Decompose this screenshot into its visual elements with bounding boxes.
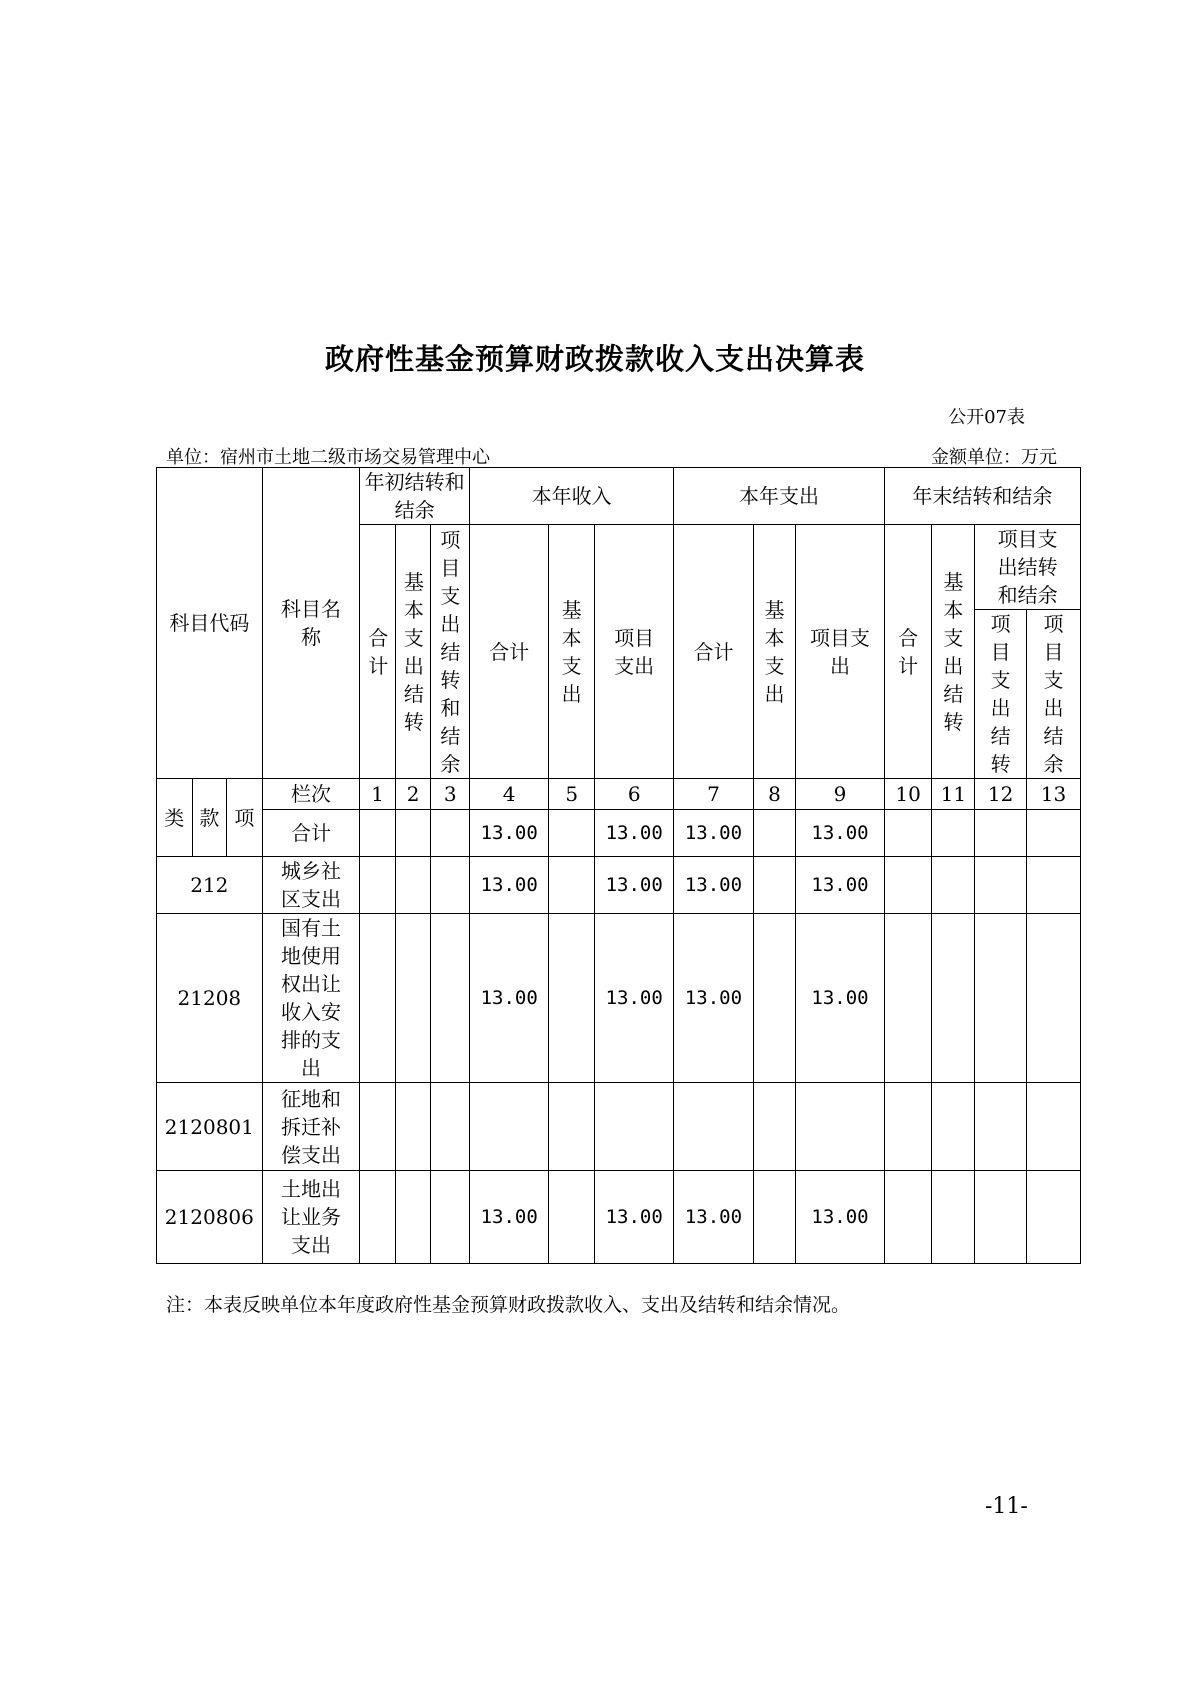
table-row [157,1171,1081,1264]
cell-expense-total [674,1083,753,1171]
cell-expense-project: 13.00 [796,914,884,1083]
header-item: 项 [227,779,263,857]
table-row [157,1083,1081,1171]
header-category: 类 [157,779,193,857]
cell-expense-total: 13.00 [674,810,753,857]
header-income-project: 项目支出 [595,525,674,779]
row-name: 征地和拆迁补偿支出 [262,1083,360,1171]
cell-income-project: 13.00 [595,914,674,1083]
col-no-1: 1 [360,779,396,810]
cell-income-total: 13.00 [470,1171,549,1264]
row-name: 国有土地使用权出让收入安排的支出 [262,914,360,1083]
header-subject-name: 科目名称 [262,468,360,779]
row-code: 2120801 [157,1083,263,1171]
header-closing-project-carry: 项目支出结转 [975,610,1027,779]
header-subject-code: 科目代码 [157,468,263,779]
col-no-5: 5 [549,779,595,810]
header-income-basic: 基本支出 [549,525,595,779]
cell-expense-project [796,1083,884,1171]
form-code: 公开07表 [948,407,1025,428]
cell-income-total [470,1083,549,1171]
column-no-label: 栏次 [262,779,360,810]
cell-expense-total: 13.00 [674,1171,753,1264]
cell-expense-total: 13.00 [674,857,753,914]
header-section: 款 [192,779,227,857]
row-name: 土地出让业务支出 [262,1171,360,1264]
cell-income-project: 13.00 [595,857,674,914]
unit-label: 单位：宿州市土地二级市场交易管理中心 [166,447,490,468]
header-opening-total: 合计 [360,525,396,779]
header-expense-project: 项目支出 [796,525,884,779]
col-no-13: 13 [1027,779,1081,810]
col-no-4: 4 [470,779,549,810]
money-unit: 金额单位：万元 [931,447,1057,468]
header-opening-project: 项目支出结转和结余 [431,525,470,779]
cell-expense-total: 13.00 [674,914,753,1083]
table-row [157,857,1081,914]
header-closing-basic: 基本支出结转 [932,525,975,779]
cell-income-project: 13.00 [595,1171,674,1264]
final-accounts-table [156,467,1081,1264]
page-number: -11- [985,1494,1028,1519]
header-income-total: 合计 [470,525,549,779]
col-no-9: 9 [796,779,884,810]
col-no-11: 11 [932,779,975,810]
cell-income-project [595,1083,674,1171]
header-expense-total: 合计 [674,525,753,779]
cell-expense-project: 13.00 [796,1171,884,1264]
col-no-12: 12 [975,779,1027,810]
row-code: 212 [157,857,263,914]
col-no-2: 2 [395,779,431,810]
page-title: 政府性基金预算财政拨款收入支出决算表 [324,342,865,376]
cell-income-project: 13.00 [595,810,674,857]
header-closing-project: 项目支出结转和结余 [975,525,1081,610]
header-current-income: 本年收入 [470,468,674,525]
row-code: 21208 [157,914,263,1083]
row-name: 城乡社区支出 [262,857,360,914]
col-no-3: 3 [431,779,470,810]
table-note: 注：本表反映单位本年度政府性基金预算财政拨款收入、支出及结转和结余情况。 [166,1294,851,1316]
col-no-6: 6 [595,779,674,810]
cell-income-total: 13.00 [470,857,549,914]
col-no-10: 10 [884,779,932,810]
header-opening-balance: 年初结转和结余 [360,468,470,525]
cell-income-total: 13.00 [470,914,549,1083]
header-expense-basic: 基本支出 [753,525,796,779]
col-no-8: 8 [753,779,796,810]
cell-income-total: 13.00 [470,810,549,857]
col-no-7: 7 [674,779,753,810]
header-opening-basic: 基本支出结转 [395,525,431,779]
header-closing-total: 合计 [884,525,932,779]
row-name: 合计 [262,810,360,857]
cell-expense-project: 13.00 [796,857,884,914]
table-row [157,914,1081,1083]
row-code: 2120806 [157,1171,263,1264]
header-closing-balance: 年末结转和结余 [884,468,1080,525]
cell-expense-project: 13.00 [796,810,884,857]
header-closing-project-surplus: 项目支出结余 [1027,610,1081,779]
table-row [157,810,1081,857]
header-current-expense: 本年支出 [674,468,884,525]
